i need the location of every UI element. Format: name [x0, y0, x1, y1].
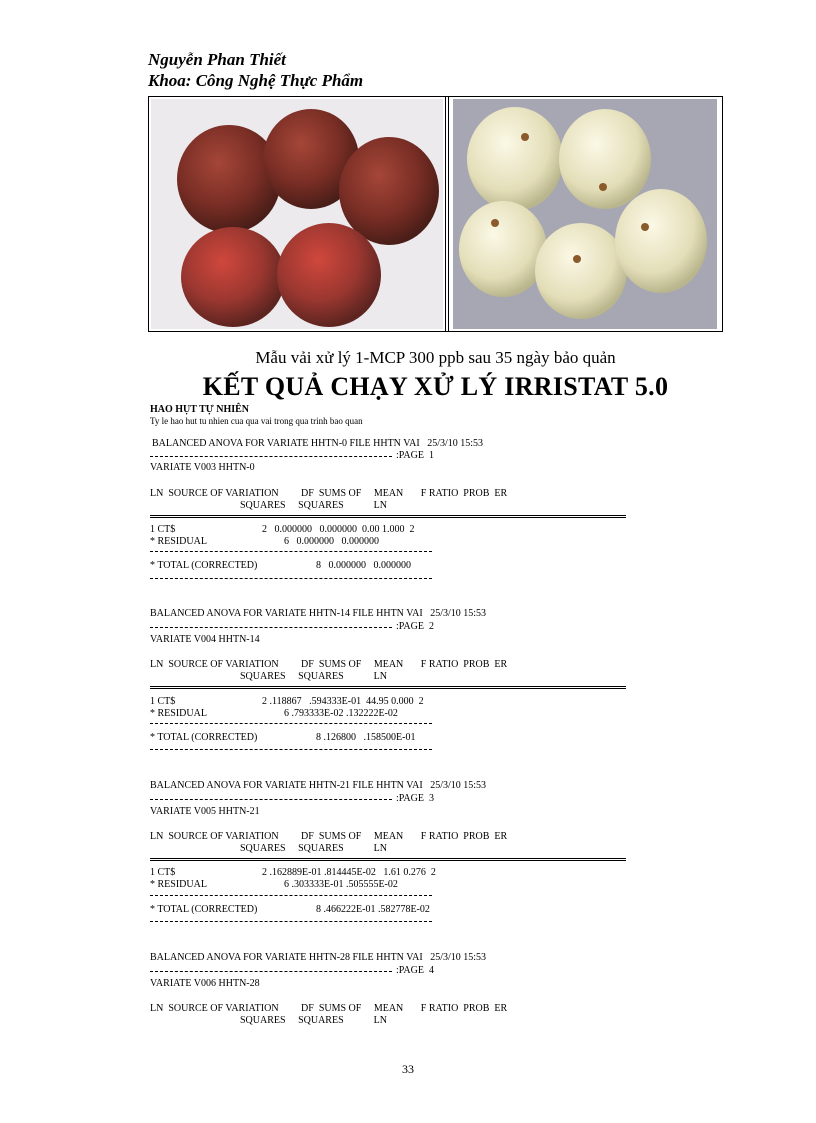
lychee-peeled-photo: [453, 99, 717, 329]
anova-page-label: :PAGE 3: [396, 793, 434, 804]
row-source: * RESIDUAL: [150, 536, 207, 547]
row-source: 1 CT$: [150, 867, 176, 878]
figure-caption: Mẫu vải xử lý 1-MCP 300 ppb sau 35 ngày bảo quản: [255, 348, 616, 367]
row-source: 1 CT$: [150, 696, 176, 707]
table-header-line2: SQUARES SQUARES LN: [150, 1015, 387, 1026]
author-name: Nguyễn Phan Thiết: [148, 50, 286, 69]
table-header-line2: SQUARES SQUARES LN: [150, 500, 387, 511]
total-values: 8 0.000000 0.000000: [316, 560, 411, 571]
anova-variate: VARIATE V004 HHTN-14: [150, 634, 260, 645]
dashed-rule: [150, 456, 392, 457]
dashed-rule: [150, 578, 432, 579]
dashed-rule: [150, 627, 392, 628]
row-source: * RESIDUAL: [150, 879, 207, 890]
anova-variate: VARIATE V005 HHTN-21: [150, 806, 260, 817]
dashed-rule: [150, 723, 432, 724]
section-heading: HAO HỤT TỰ NHIÊN: [150, 404, 249, 415]
dashed-rule: [150, 895, 432, 896]
total-values: 8 .126800 .158500E-01: [316, 732, 416, 743]
total-source: * TOTAL (CORRECTED): [150, 732, 258, 743]
anova-title: BALANCED ANOVA FOR VARIATE HHTN-21 FILE HHTN VAI 25/3/10 15:53: [150, 780, 487, 791]
page-title: KẾT QUẢ CHẠY XỬ LÝ IRRISTAT 5.0: [202, 372, 669, 401]
total-source: * TOTAL (CORRECTED): [150, 904, 258, 915]
anova-title: BALANCED ANOVA FOR VARIATE HHTN-14 FILE HHTN VAI 25/3/10 15:53: [150, 608, 487, 619]
faculty-name: Khoa: Công Nghệ Thực Phẩm: [148, 71, 364, 90]
row-values: 6 .793333E-02 .132222E-02: [284, 708, 398, 719]
total-values: 8 .466222E-01 .582778E-02: [316, 904, 430, 915]
table-header-line1: LN SOURCE OF VARIATION DF SUMS OF MEAN F RATIO PROB ER: [150, 659, 508, 670]
table-header-line2: SQUARES SQUARES LN: [150, 843, 387, 854]
table-header-line2: SQUARES SQUARES LN: [150, 671, 387, 682]
anova-title: BALANCED ANOVA FOR VARIATE HHTN-28 FILE HHTN VAI 25/3/10 15:53: [150, 952, 487, 963]
row-source: * RESIDUAL: [150, 708, 207, 719]
dashed-rule: [150, 921, 432, 922]
double-rule: [150, 515, 626, 518]
table-header-line1: LN SOURCE OF VARIATION DF SUMS OF MEAN F RATIO PROB ER: [150, 831, 508, 842]
photo-divider: [445, 97, 449, 331]
double-rule: [150, 858, 626, 861]
page-number: 33: [402, 1062, 414, 1076]
double-rule: [150, 686, 626, 689]
table-header-line1: LN SOURCE OF VARIATION DF SUMS OF MEAN F RATIO PROB ER: [150, 1003, 508, 1014]
row-values: 2 .118867 .594333E-01 44.95 0.000 2: [262, 696, 424, 707]
lychee-photo-figure: [148, 96, 723, 332]
anova-page-label: :PAGE 1: [396, 450, 434, 461]
row-values: 2 .162889E-01 .814445E-02 1.61 0.276 2: [262, 867, 436, 878]
row-values: 2 0.000000 0.000000 0.00 1.000 2: [262, 524, 415, 535]
row-source: 1 CT$: [150, 524, 176, 535]
total-source: * TOTAL (CORRECTED): [150, 560, 258, 571]
anova-variate: VARIATE V006 HHTN-28: [150, 978, 260, 989]
dashed-rule: [150, 971, 392, 972]
table-header-line1: LN SOURCE OF VARIATION DF SUMS OF MEAN F RATIO PROB ER: [150, 488, 508, 499]
row-values: 6 .303333E-01 .505555E-02: [284, 879, 398, 890]
dashed-rule: [150, 799, 392, 800]
anova-page-label: :PAGE 4: [396, 965, 434, 976]
anova-variate: VARIATE V003 HHTN-0: [150, 462, 255, 473]
anova-page-label: :PAGE 2: [396, 621, 434, 632]
dashed-rule: [150, 749, 432, 750]
row-values: 6 0.000000 0.000000: [284, 536, 379, 547]
dashed-rule: [150, 551, 432, 552]
section-subtitle: Ty le hao hut tu nhien cua qua vai trong qua trinh bao quan: [150, 416, 363, 426]
lychee-unpeeled-photo: [151, 99, 443, 329]
anova-title: BALANCED ANOVA FOR VARIATE HHTN-0 FILE HHTN VAI 25/3/10 15:53: [152, 438, 484, 449]
